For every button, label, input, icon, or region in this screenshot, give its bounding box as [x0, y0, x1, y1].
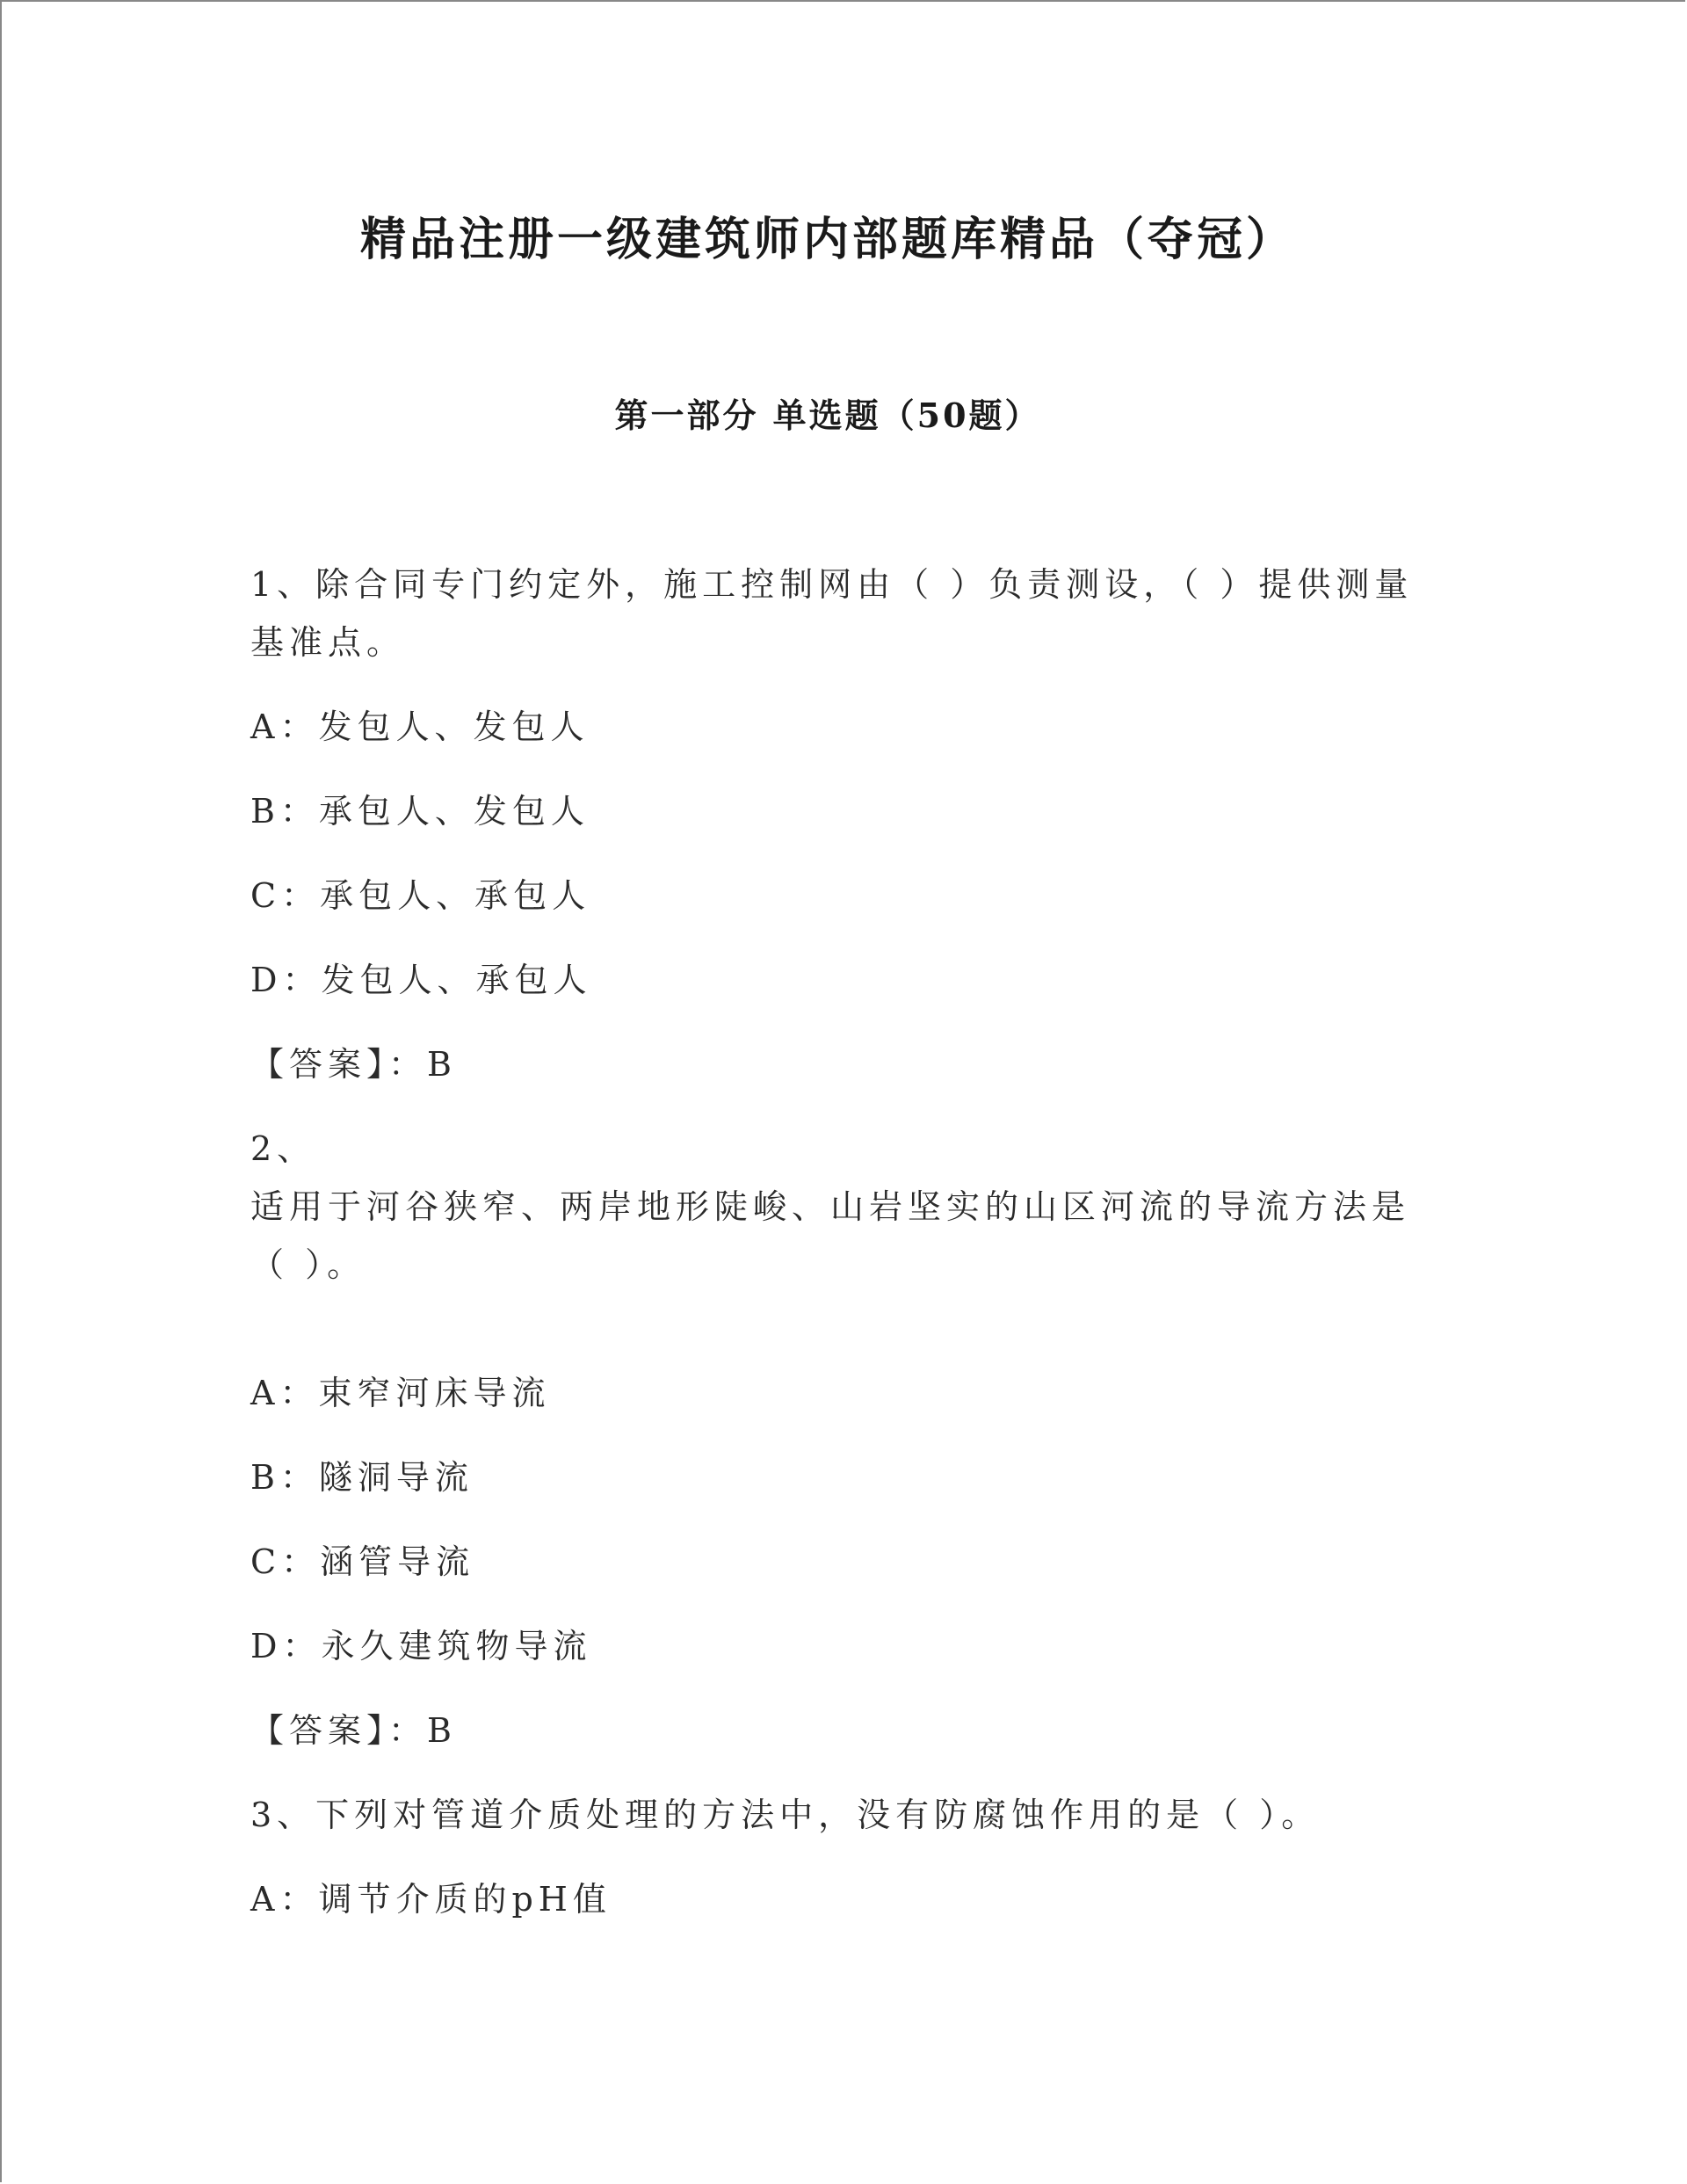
- question-stem: 适用于河谷狭窄、两岸地形陡峻、山岩坚实的山区河流的导流方法是（ ）。: [250, 1187, 1411, 1284]
- question-1: [250, 555, 1445, 1093]
- answer-label: 【答案】：B: [250, 1045, 457, 1084]
- section-title: 第一部分 单选题（50题）: [614, 395, 1041, 435]
- option-d: D：发包人、承包人: [250, 961, 592, 999]
- option-b: B：隧洞导流: [250, 1458, 474, 1497]
- question-stem: 1、除合同专门约定外，施工控制网由（ ）负责测设，（ ）提供测量基准点。: [250, 565, 1414, 662]
- answer-label: 【答案】：B: [250, 1711, 457, 1750]
- question-list: [250, 555, 1445, 1928]
- option-c: C：承包人、承包人: [250, 876, 591, 915]
- question-stem: 3、下列对管道介质处理的方法中，没有防腐蚀作用的是（ ）。: [250, 1796, 1321, 1834]
- question-3: [250, 1786, 1445, 1928]
- option-a: A：调节介质的pH值: [250, 1880, 612, 1919]
- option-c: C：涵管导流: [250, 1542, 475, 1581]
- option-d: D：永久建筑物导流: [250, 1627, 592, 1665]
- option-a: A：束窄河床导流: [250, 1374, 551, 1412]
- question-number: 2、: [250, 1129, 316, 1168]
- question-2: [250, 1120, 1445, 1760]
- option-b: B：承包人、发包人: [250, 792, 590, 831]
- option-a: A：发包人、发包人: [250, 707, 590, 746]
- document-title: 精品注册一级建筑师内部题库精品（夺冠）: [359, 213, 1295, 266]
